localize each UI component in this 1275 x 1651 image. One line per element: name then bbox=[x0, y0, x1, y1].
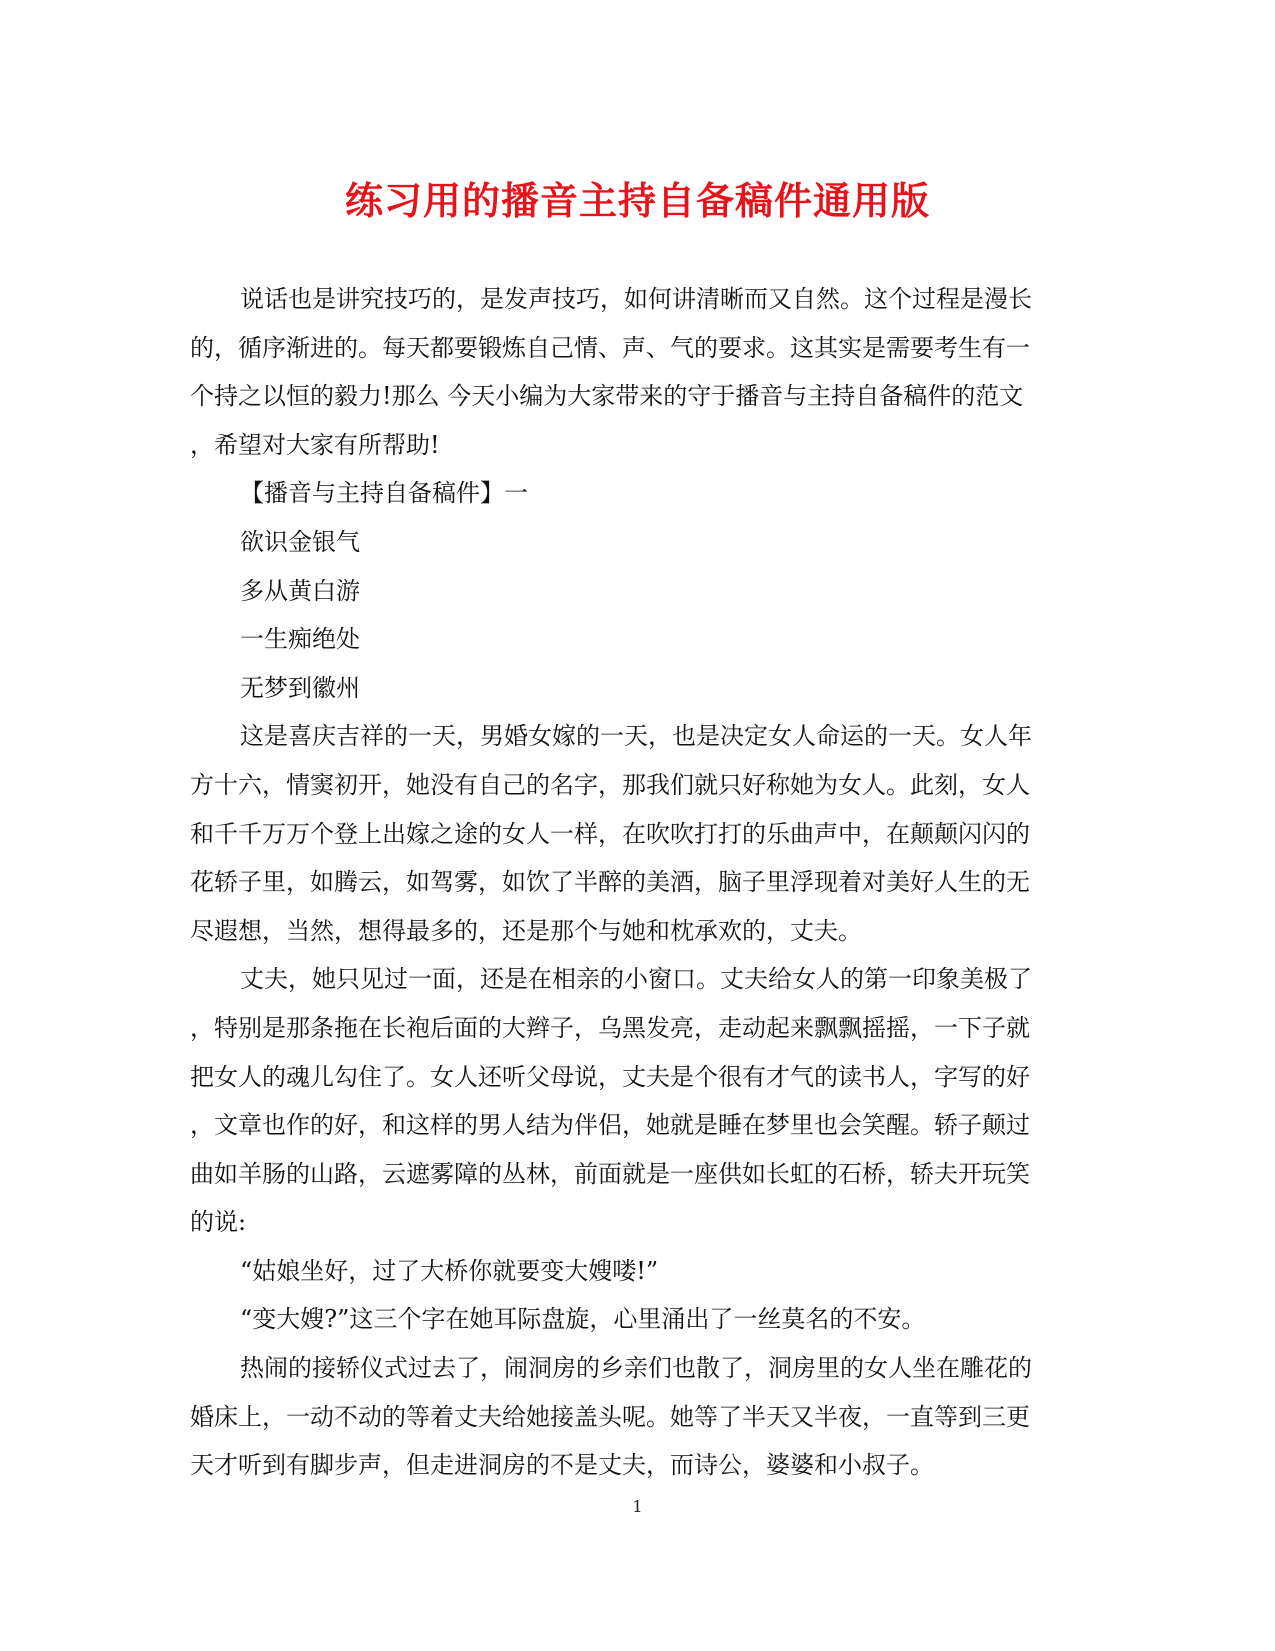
text-line: 尽遐想，当然，想得最多的，还是那个与她和枕承欢的，丈夫。 bbox=[190, 916, 862, 945]
text-line: 方十六，情窦初开，她没有自己的名字，那我们就只好称她为女人。此刻，女人 bbox=[190, 770, 1030, 799]
poem-line: 多从黄白游 bbox=[240, 576, 360, 605]
section-heading: 【播音与主持自备稿件】一 bbox=[240, 479, 528, 508]
text-line: 说话也是讲究技巧的，是发声技巧，如何讲清晰而又自然。这个过程是漫长 bbox=[240, 285, 1032, 313]
document-title: 练习用的播音主持自备稿件通用版 bbox=[344, 178, 930, 223]
poem-line: 欲识金银气 bbox=[240, 527, 360, 556]
text-line: 婚床上，一动不动的等着丈夫给她接盖头呢。她等了半天又半夜，一直等到三更 bbox=[190, 1402, 1030, 1431]
text-line: 天才听到有脚步声，但走进洞房的不是丈夫，而诗公，婆婆和小叔子。 bbox=[190, 1451, 934, 1480]
text-line: 的，循序渐进的。每天都要锻炼自己情、声、气的要求。这其实是需要考生有一 bbox=[190, 333, 1030, 362]
poem-line: 一生痴绝处 bbox=[240, 625, 360, 654]
poem-line: 无梦到徽州 bbox=[240, 673, 360, 702]
text-line: ，特别是那条拖在长袍后面的大辫子，乌黑发亮，走动起来飘飘摇摇，一下子就 bbox=[190, 1013, 1030, 1042]
text-line: 和千千万万个登上出嫁之途的女人一样，在吹吹打打的乐曲声中，在颠颠闪闪的 bbox=[190, 819, 1030, 848]
text-line: 把女人的魂儿勾住了。女人还听父母说，丈夫是个很有才气的读书人，字写的好 bbox=[190, 1062, 1030, 1091]
text-line: 的说: bbox=[190, 1208, 247, 1237]
document-body bbox=[190, 275, 1066, 1490]
text-line: 个持之以恒的毅力!那么 今天小编为大家带来的守于播音与主持自备稿件的范文 bbox=[190, 382, 1024, 411]
page-number: 1 bbox=[632, 1497, 643, 1516]
text-line: 这是喜庆吉祥的一天，男婚女嫁的一天，也是决定女人命运的一天。女人年 bbox=[240, 722, 1032, 751]
text-line: ，希望对大家有所帮助! bbox=[190, 430, 440, 459]
text-line: ，文章也作的好，和这样的男人结为伴侣，她就是睡在梦里也会笑醒。轿子颠过 bbox=[190, 1111, 1030, 1140]
dialogue-line: “姑娘坐好，过了大桥你就要变大嫂喽!” bbox=[240, 1256, 659, 1285]
text-line: 花轿子里，如腾云，如驾雾，如饮了半醉的美酒，脑子里浮现着对美好人生的无 bbox=[190, 868, 1030, 897]
text-line: 丈夫，她只见过一面，还是在相亲的小窗口。丈夫给女人的第一印象美极了 bbox=[240, 965, 1032, 994]
dialogue-line: “变大嫂?”这三个字在她耳际盘旋，心里涌出了一丝莫名的不安。 bbox=[240, 1305, 926, 1334]
text-line: 热闹的接轿仪式过去了，闹洞房的乡亲们也散了，洞房里的女人坐在雕花的 bbox=[240, 1354, 1032, 1383]
text-line: 曲如羊肠的山路，云遮雾障的丛林，前面就是一座供如长虹的石桥，轿夫开玩笑 bbox=[190, 1159, 1030, 1188]
